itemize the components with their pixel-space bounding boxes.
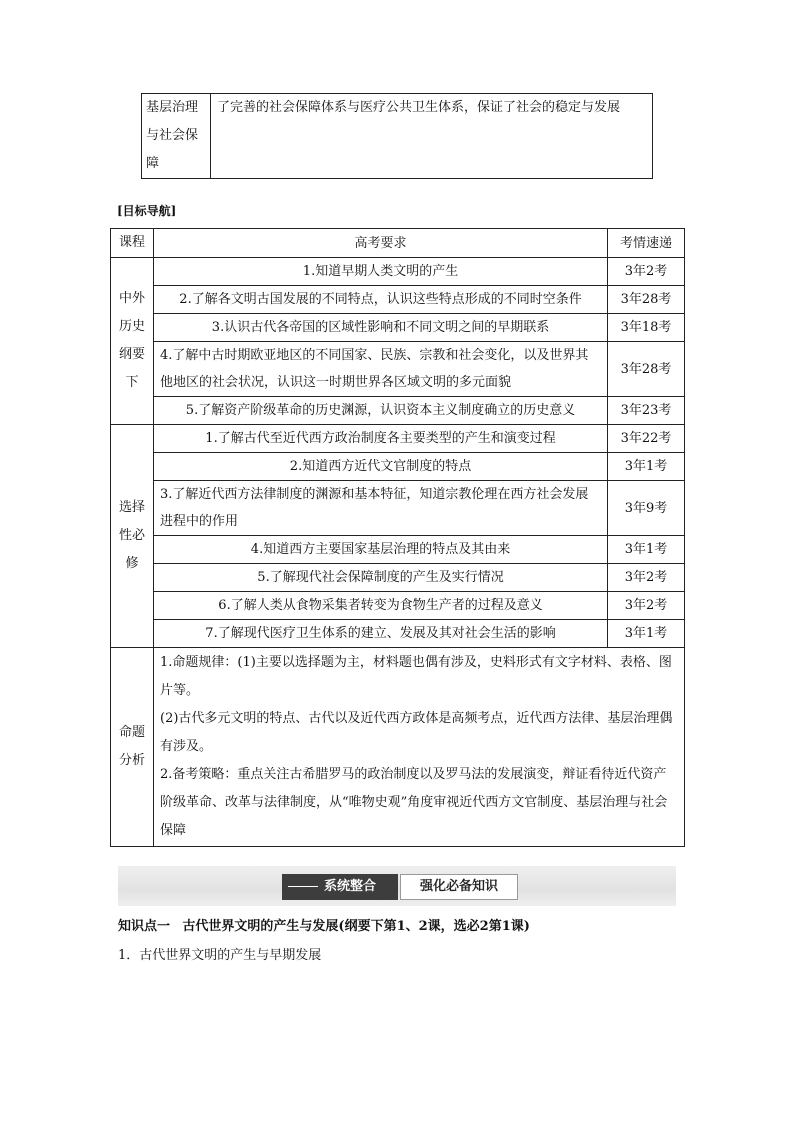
table-row xyxy=(111,592,685,620)
requirement-cell: 4.知道西方主要国家基层治理的特点及其由来 xyxy=(154,536,608,564)
requirement-cell: 1.了解古代至近代西方政治制度各主要类型的产生和演变过程 xyxy=(154,425,608,453)
analysis-cell xyxy=(154,648,685,847)
target-table xyxy=(110,228,685,847)
table-row xyxy=(111,453,685,481)
group-name: 中外历史纲要下 xyxy=(111,258,154,425)
knowledge-point-title: 古代世界文明的产生与发展(纲要下第1、2课，选必2第1课) xyxy=(182,919,530,934)
analysis-paragraph: 1.命题规律：(1)主要以选择题为主，材料题也偶有涉及，史料形式有文字材料、表格、图片等。 xyxy=(160,655,672,698)
requirement-cell: 7.了解现代医疗卫生体系的建立、发展及其对社会生活的影响 xyxy=(154,620,608,648)
frequency-cell: 3年18考 xyxy=(608,314,685,342)
top-table-label: 基层治理与社会保障 xyxy=(142,94,211,179)
header-requirement: 高考要求 xyxy=(154,229,608,258)
analysis-name: 命题分析 xyxy=(111,648,154,847)
target-navigation-label: [目标导航] xyxy=(117,204,177,218)
requirement-cell: 5.了解现代社会保障制度的产生及实行情况 xyxy=(154,564,608,592)
frequency-cell: 3年2考 xyxy=(608,564,685,592)
sub-heading: 1．古代世界文明的产生与早期发展 xyxy=(118,948,322,963)
knowledge-point-heading xyxy=(118,918,530,936)
requirement-cell: 6.了解人类从食物采集者转变为食物生产者的过程及意义 xyxy=(154,592,608,620)
requirement-cell: 2.知道西方近代文官制度的特点 xyxy=(154,453,608,481)
table-row xyxy=(111,258,685,286)
header-frequency: 考情速递 xyxy=(608,229,685,258)
banner-left-label: 系统整合 xyxy=(324,879,377,894)
frequency-cell: 3年1考 xyxy=(608,453,685,481)
frequency-cell: 3年22考 xyxy=(608,425,685,453)
table-row xyxy=(111,314,685,342)
frequency-cell: 3年9考 xyxy=(608,481,685,536)
banner-left-tab xyxy=(282,874,398,900)
table-row xyxy=(111,481,685,536)
analysis-paragraph: (2)古代多元文明的特点、古代以及近代西方政体是高频考点，近代西方法律、基层治理偶有涉及。 xyxy=(160,711,673,754)
frequency-cell: 3年2考 xyxy=(608,592,685,620)
requirement-cell: 3.了解近代西方法律制度的渊源和基本特征，知道宗教伦理在西方社会发展进程中的作用 xyxy=(154,481,608,536)
group-name: 选择性必修 xyxy=(111,425,154,648)
frequency-cell: 3年2考 xyxy=(608,258,685,286)
table-row xyxy=(111,342,685,397)
frequency-cell: 3年28考 xyxy=(608,342,685,397)
table-row xyxy=(111,286,685,314)
table-row xyxy=(111,564,685,592)
banner-right-tab: 强化必备知识 xyxy=(400,874,518,900)
header-course: 课程 xyxy=(111,229,154,258)
frequency-cell: 3年1考 xyxy=(608,536,685,564)
table-row xyxy=(111,620,685,648)
frequency-cell: 3年28考 xyxy=(608,286,685,314)
frequency-cell: 3年1考 xyxy=(608,620,685,648)
analysis-paragraph: 2.备考策略：重点关注古希腊罗马的政治制度以及罗马法的发展演变，辩证看待近代资产阶级革命、改革与法律制度，从“唯物史观”角度审视近代西方文官制度、基层治理与社会保障 xyxy=(160,767,668,838)
requirement-cell: 5.了解资产阶级革命的历史渊源，认识资本主义制度确立的历史意义 xyxy=(154,397,608,425)
requirement-cell: 1.知道早期人类文明的产生 xyxy=(154,258,608,286)
requirement-cell: 3.认识古代各帝国的区域性影响和不同文明之间的早期联系 xyxy=(154,314,608,342)
requirement-cell: 4.了解中古时期欧亚地区的不同国家、民族、宗教和社会变化，以及世界其他地区的社会状况，认识这一时期世界各区域文明的多元面貌 xyxy=(154,342,608,397)
table-row xyxy=(111,425,685,453)
table-row xyxy=(111,397,685,425)
section-banner xyxy=(118,866,676,906)
table-row xyxy=(111,648,685,847)
top-table-text: 了完善的社会保障体系与医疗公共卫生体系，保证了社会的稳定与发展 xyxy=(211,94,653,179)
top-table xyxy=(141,93,653,179)
table-row xyxy=(111,536,685,564)
requirement-cell: 2.了解各文明古国发展的不同特点，认识这些特点形成的不同时空条件 xyxy=(154,286,608,314)
frequency-cell: 3年23考 xyxy=(608,397,685,425)
table-header-row xyxy=(111,229,685,258)
knowledge-point-label: 知识点一 xyxy=(118,919,171,934)
dash-icon xyxy=(288,886,318,887)
